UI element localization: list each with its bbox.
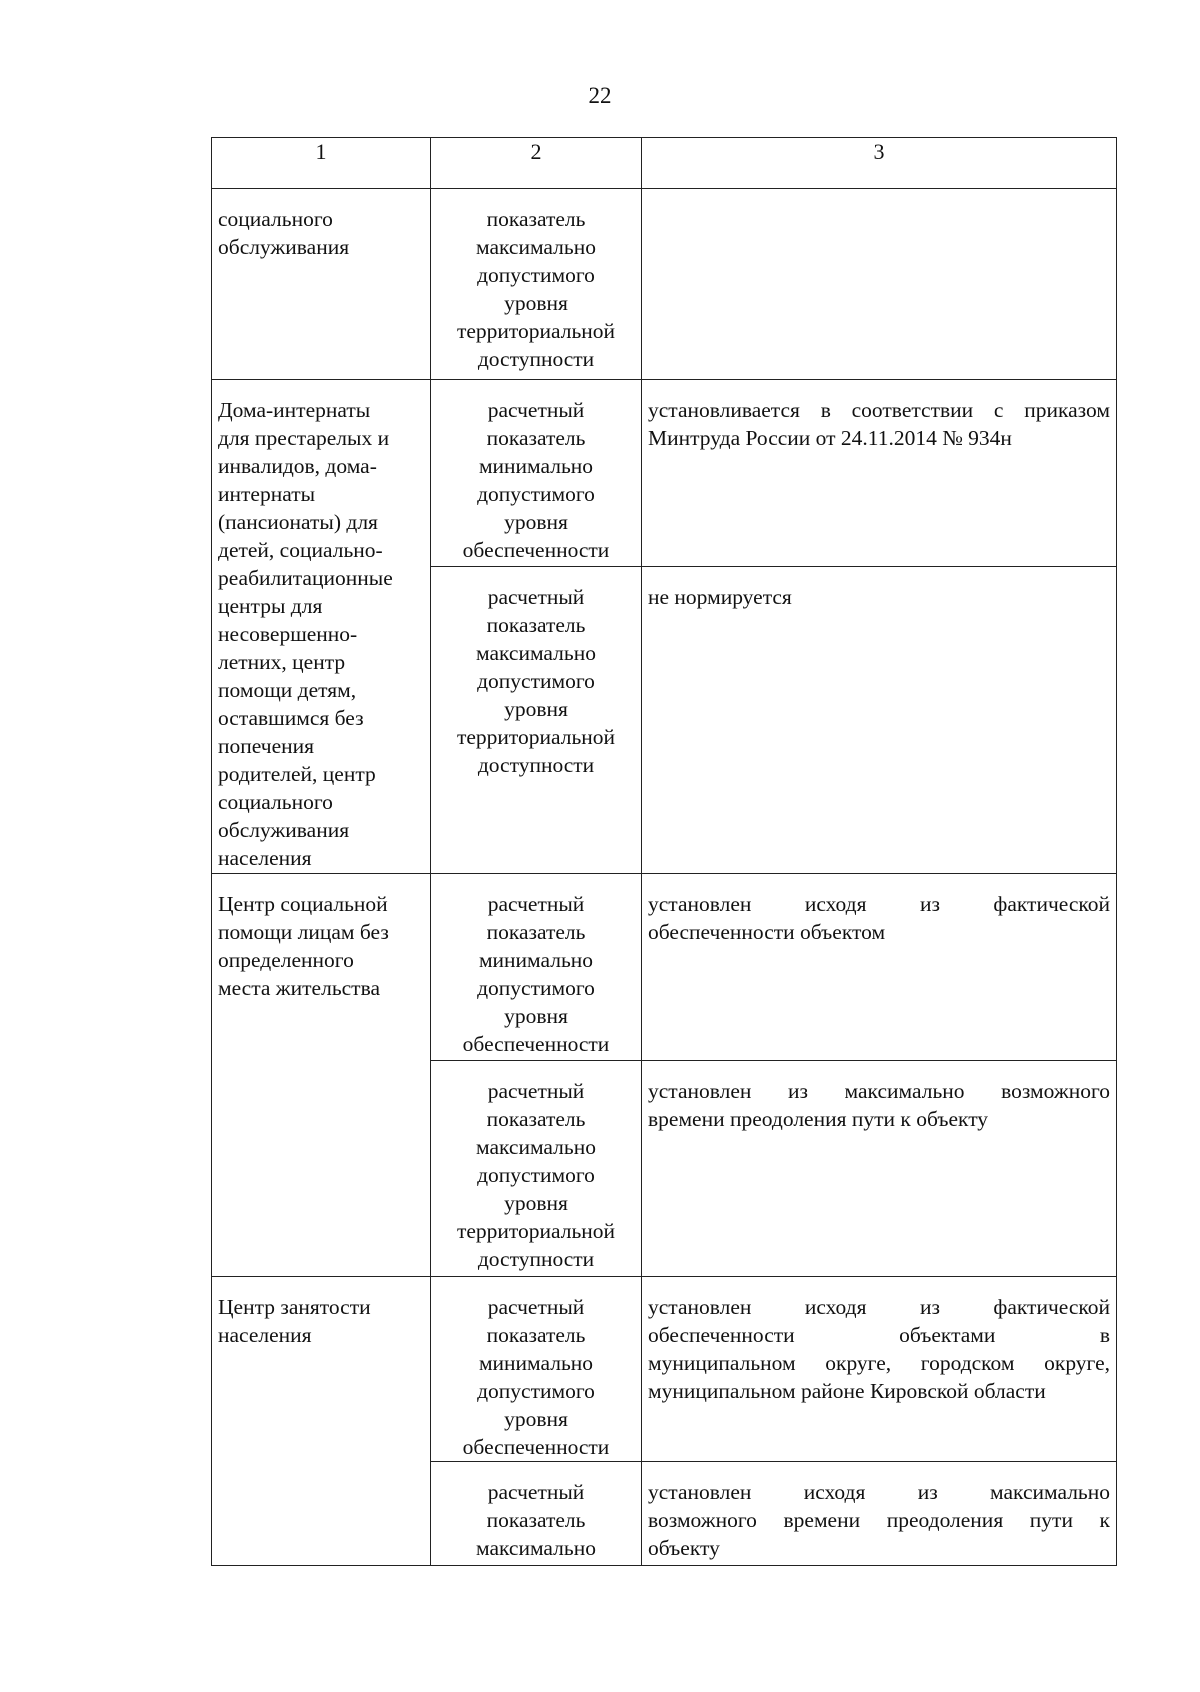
indicator-cell: расчетный показатель максимально допустимого уровня территориальной доступности [431, 567, 642, 874]
facility-name-cell: Центр занятости населения [212, 1277, 431, 1566]
table-row [212, 1277, 1117, 1462]
value-line: обеспеченности объектом [648, 920, 886, 944]
value-line: установливается в соответствии с приказом [648, 398, 1110, 422]
value-line: объекту [648, 1536, 720, 1560]
table-row [212, 189, 1117, 380]
facility-name-cell: Дома-интернаты для престарелых и инвалидов, дома- интернаты (пансионаты) для детей, социально- реабилитационные центры для несовершенно- летних, центр помощи детям, оставшимся без попечения родителей, центр социального обслуживания населения [212, 380, 431, 874]
value-line: не нормируется [648, 585, 792, 609]
value-line: муниципальном районе Кировской области [648, 1379, 1046, 1403]
page-number: 22 [588, 83, 612, 108]
requirements-table [211, 137, 1117, 1566]
value-cell [642, 189, 1117, 380]
value-line: установлен исходя из фактической [648, 1295, 1110, 1319]
column-header-2: 2 [431, 138, 642, 189]
value-cell [642, 1061, 1117, 1277]
value-line: установлен исходя из максимально [648, 1480, 1110, 1504]
table-header-row [212, 138, 1117, 189]
column-header-1: 1 [212, 138, 431, 189]
value-line: обеспеченности объектами в [648, 1323, 1110, 1347]
table-row [212, 380, 1117, 567]
indicator-cell: расчетный показатель максимально допустимого уровня территориальной доступности [431, 1061, 642, 1277]
value-cell [642, 567, 1117, 874]
indicator-cell: расчетный показатель минимально допустимого уровня обеспеченности [431, 380, 642, 567]
column-header-3: 3 [642, 138, 1117, 189]
facility-name-cell: Центр социальной помощи лицам без определенного места жительства [212, 874, 431, 1277]
value-cell [642, 874, 1117, 1061]
value-line: установлен из максимально возможного [648, 1079, 1110, 1103]
value-line: Минтруда России от 24.11.2014 № 934н [648, 426, 1012, 450]
value-line: времени преодоления пути к объекту [648, 1107, 989, 1131]
indicator-cell: показатель максимально допустимого уровня территориальной доступности [431, 189, 642, 380]
table-row [212, 874, 1117, 1061]
indicator-cell: расчетный показатель максимально [431, 1462, 642, 1566]
value-cell [642, 380, 1117, 567]
indicator-cell: расчетный показатель минимально допустимого уровня обеспеченности [431, 1277, 642, 1462]
indicator-cell: расчетный показатель минимально допустимого уровня обеспеченности [431, 874, 642, 1061]
value-cell [642, 1462, 1117, 1566]
value-line: возможного времени преодоления пути к [648, 1508, 1110, 1532]
value-cell [642, 1277, 1117, 1462]
facility-name-cell: социального обслуживания [212, 189, 431, 380]
value-line: установлен исходя из фактической [648, 892, 1110, 916]
value-line: муниципальном округе, городском округе, [648, 1351, 1110, 1375]
